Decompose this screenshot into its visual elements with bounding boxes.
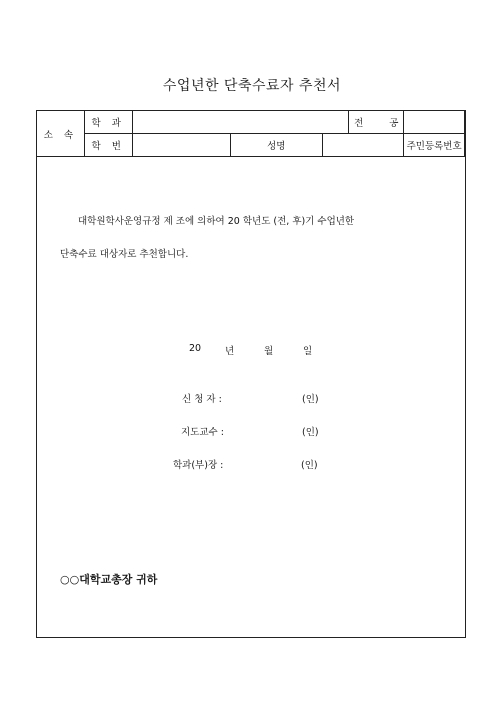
name-label: 성명 xyxy=(231,134,323,157)
info-table xyxy=(36,110,466,157)
department-label: 학 과 xyxy=(84,111,132,134)
student-no-value[interactable] xyxy=(132,134,230,157)
major-label: 전 공 xyxy=(349,111,404,134)
dept-head-label: 학과(부)장 : xyxy=(173,460,224,471)
body-line-2: 단축수료 대상자로 추천합니다. xyxy=(60,249,189,260)
applicant-seal: (인) xyxy=(302,394,319,405)
dept-head-seal: (인) xyxy=(301,460,318,471)
department-value[interactable] xyxy=(132,111,349,134)
resident-no-label: 주민등록번호 xyxy=(404,134,465,157)
major-value[interactable] xyxy=(404,111,465,134)
resident-no-value[interactable] xyxy=(465,134,466,157)
affiliation-label: 소 속 xyxy=(37,111,85,157)
date-month-unit: 월 xyxy=(264,346,274,357)
advisor-label: 지도교수 : xyxy=(181,427,224,438)
closing-addressee: ○○대학교총장 귀하 xyxy=(60,573,158,586)
document-title: 수업년한 단축수료자 추천서 xyxy=(162,78,342,94)
date-year-prefix: 20 xyxy=(189,343,202,354)
date-day-unit: 일 xyxy=(303,346,313,357)
student-no-label: 학 번 xyxy=(84,134,132,157)
form-frame xyxy=(36,110,466,638)
body-line-1: 대학원학사운영규정 제 조에 의하여 20 학년도 (전, 후)기 수업년한 xyxy=(78,216,355,227)
applicant-label: 신 청 자 : xyxy=(182,394,222,405)
advisor-seal: (인) xyxy=(302,427,319,438)
date-year-unit: 년 xyxy=(225,346,235,357)
name-value[interactable] xyxy=(322,134,404,157)
